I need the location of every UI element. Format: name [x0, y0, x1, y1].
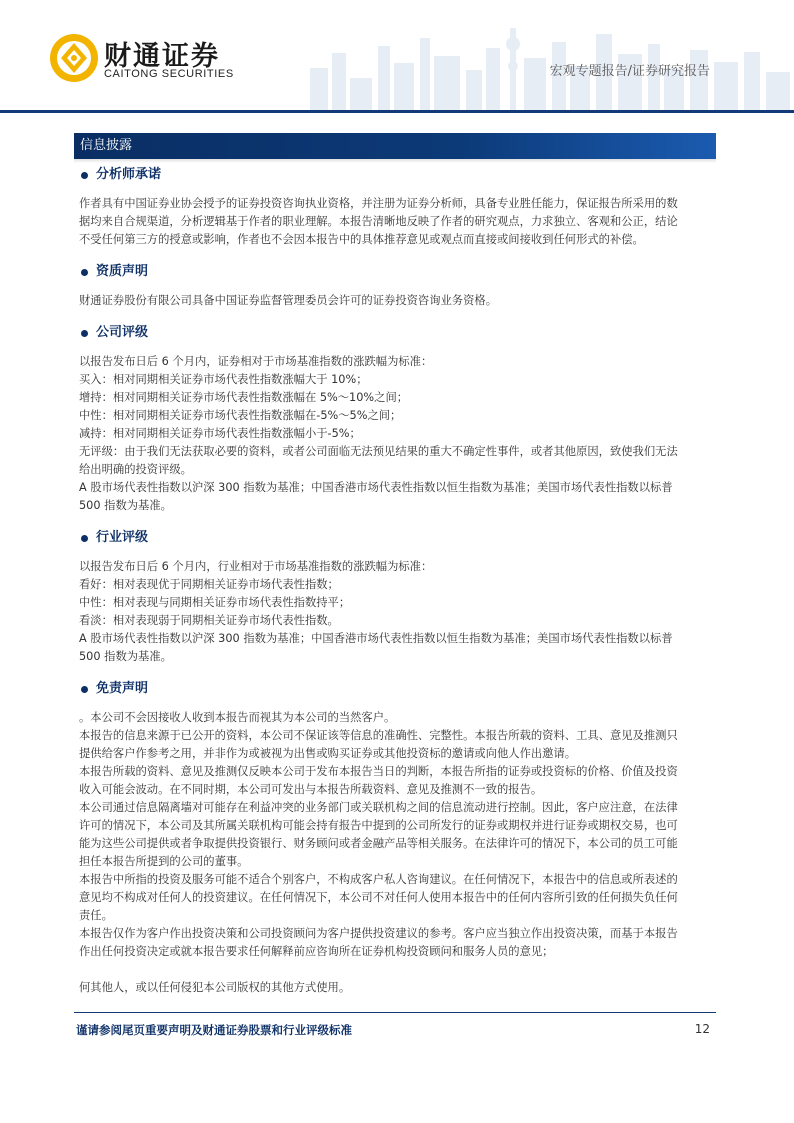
disclaimer-body: [79, 709, 715, 997]
section-title-bar: 信息披露: [74, 133, 716, 159]
text-line: 本报告的信息来源于已公开的资料，本公司不保证该等信息的准确性、完整性。本报告所载的资料、工具、意见及推测只: [79, 729, 678, 742]
text-line: 何其他人，或以任何侵犯本公司版权的其他方式使用。: [79, 981, 351, 994]
section-bar-shadow: [74, 159, 716, 163]
qualification-heading: [79, 261, 715, 283]
text-line: 。本公司不会因接收人收到本报告而视其为本公司的当然客户。: [79, 711, 396, 724]
text-line: 看淡：相对表现弱于同期相关证券市场代表性指数。: [79, 614, 339, 627]
brand-name-english: CAITONG SECURITIES: [104, 68, 234, 80]
text-line: 无评级：由于我们无法获取必要的资料，或者公司面临无法预见结果的重大不确定性事件，或者其他原因，致使我们无法: [79, 445, 678, 458]
page-header: [0, 0, 794, 112]
text-line: 增持：相对同期相关证券市场代表性指数涨幅在 5%～10%之间；: [79, 391, 409, 404]
text-line: 担任本报告所提到的公司的董事。: [79, 855, 249, 868]
text-line: 责任。: [79, 909, 113, 922]
brand-name-chinese: 财通证券: [104, 41, 220, 72]
text-line: A 股市场代表性指数以沪深 300 指数为基准；中国香港市场代表性指数以恒生指数为基准；美国市场代表性指数以标普: [79, 632, 673, 645]
text-line: 提供给客户作参考之用，并非作为或被视为出售或购买证券或其他投资标的邀请或向他人作出邀请。: [79, 747, 577, 760]
text-line: 买入：相对同期相关证券市场代表性指数涨幅大于 10%；: [79, 373, 368, 386]
text-line: 以报告发布日后 6 个月内，证券相对于市场基准指数的涨跌幅为标准：: [79, 355, 433, 368]
bullet-icon: [81, 330, 88, 337]
text-line: 中性：相对表现与同期相关证券市场代表性指数持平；: [79, 596, 351, 609]
text-line: 本报告仅作为客户作出投资决策和公司投资顾问为客户提供投资建议的参考。客户应当独立作出投资决策，而基于本报告: [79, 927, 678, 940]
text-line: 作者具有中国证券业协会授予的证券投资咨询执业资格，并注册为证券分析师，具备专业胜任能力，保证报告所采用的数: [79, 197, 678, 210]
company-rating-heading: [79, 322, 715, 344]
text-line: 500 指数为基准。: [79, 650, 172, 663]
caitong-logo-icon: [48, 32, 100, 84]
text-line: 以报告发布日后 6 个月内，行业相对于市场基准指数的涨跌幅为标准：: [79, 560, 433, 573]
text-line: 本报告中所指的投资及服务可能不适合个别客户，不构成客户私人咨询建议。在任何情况下，本报告中的信息或所表述的: [79, 873, 678, 886]
page-number: 12: [694, 1022, 710, 1036]
text-line: A 股市场代表性指数以沪深 300 指数为基准；中国香港市场代表性指数以恒生指数为基准；美国市场代表性指数以标普: [79, 481, 673, 494]
text-line: 作出任何投资决定或就本报告要求任何解释前应咨询所在证券机构投资顾问和服务人员的意见；: [79, 945, 554, 958]
heading-text: 行业评级: [96, 530, 149, 545]
heading-text: 免责声明: [96, 681, 149, 696]
report-type-label: 宏观专题报告/证券研究报告: [549, 64, 710, 79]
industry-rating-heading: [79, 527, 715, 549]
text-line: 收入可能会波动。在不同时期，本公司可发出与本报告所载资料、意见及推测不一致的报告。: [79, 783, 543, 796]
analyst-commitment-heading: [79, 164, 715, 186]
text-line: 减持：相对同期相关证券市场代表性指数涨幅小于-5%；: [79, 427, 361, 440]
bullet-icon: [81, 535, 88, 542]
text-line: 不受任何第三方的授意或影响，作者也不会因本报告中的具体推荐意见或观点而直接或间接收到任何形式的补偿。: [79, 233, 644, 246]
heading-text: 公司评级: [96, 325, 149, 340]
bullet-icon: [81, 172, 88, 179]
disclosure-content: [79, 164, 715, 997]
disclaimer-heading: [79, 678, 715, 700]
text-line: 给出明确的投资评级。: [79, 463, 192, 476]
industry-rating-body: [79, 558, 715, 666]
footer-notice: 谨请参阅尾页重要声明及财通证券股票和行业评级标准: [76, 1023, 352, 1037]
text-line: 中性：相对同期相关证券市场代表性指数涨幅在-5%～5%之间；: [79, 409, 402, 422]
heading-text: 分析师承诺: [96, 167, 162, 182]
text-line: 能为这些公司提供或者争取提供投资银行、财务顾问或者金融产品等相关服务。在法律许可的情况下，本公司的员工可能: [79, 837, 678, 850]
analyst-commitment-body: [79, 195, 715, 249]
text-line: 财通证券股份有限公司具备中国证券监督管理委员会许可的证券投资咨询业务资格。: [79, 294, 497, 307]
text-line: 本公司通过信息隔离墙对可能存在利益冲突的业务部门或关联机构之间的信息流动进行控制。因此，客户应注意，在法律: [79, 801, 678, 814]
text-line: 许可的情况下，本公司及其所属关联机构可能会持有报告中提到的公司所发行的证券或期权并进行证券或期权交易，也可: [79, 819, 678, 832]
text-line: 据均来自合规渠道，分析逻辑基于作者的职业理解。本报告清晰地反映了作者的研究观点，力求独立、客观和公正，结论: [79, 215, 678, 228]
heading-text: 资质声明: [96, 264, 149, 279]
footer-divider: [74, 1012, 716, 1013]
text-line: 500 指数为基准。: [79, 499, 172, 512]
header-divider: [0, 110, 794, 113]
company-rating-body: [79, 353, 715, 515]
qualification-body: [79, 292, 715, 310]
text-line: 本报告所载的资料、意见及推测仅反映本公司于发布本报告当日的判断，本报告所指的证券或投资标的价格、价值及投资: [79, 765, 678, 778]
bullet-icon: [81, 269, 88, 276]
text-line: 意见均不构成对任何人的投资建议。在任何情况下，本公司不对任何人使用本报告中的任何内容所引致的任何损失负任何: [79, 891, 678, 904]
city-skyline-watermark: [300, 8, 794, 110]
text-line: 看好：相对表现优于同期相关证券市场代表性指数；: [79, 578, 339, 591]
bullet-icon: [81, 686, 88, 693]
